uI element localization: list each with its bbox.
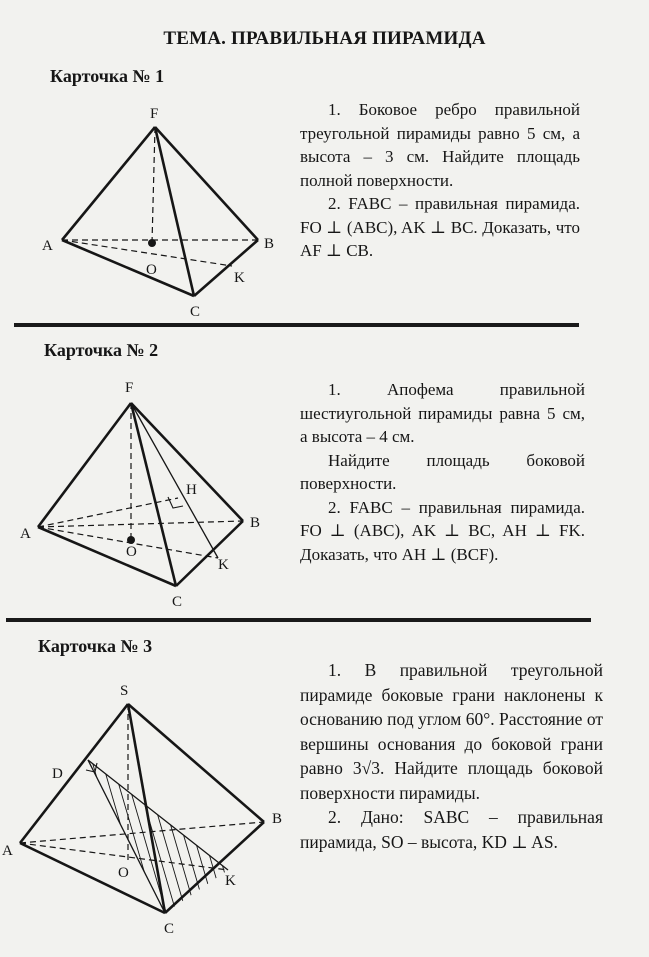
card-2-label-h: H <box>186 482 197 498</box>
card-3-label-o: O <box>118 865 129 881</box>
card-2-label-o: O <box>126 544 137 560</box>
card-3-label-d: D <box>52 766 63 782</box>
card-2-label-k: K <box>218 557 229 573</box>
card-3-text <box>300 658 603 854</box>
card-2-label-f: F <box>125 380 134 396</box>
card-2-label-a: A <box>20 526 31 542</box>
card-1-label-a: A <box>42 238 53 254</box>
page-title: ТЕМА. ПРАВИЛЬНАЯ ПИРАМИДА <box>163 28 486 49</box>
card-3-label-c: C <box>164 921 175 937</box>
card-1-label-k: K <box>234 270 245 286</box>
card-1-problem-2: 2. FABC – правильная пирамида. FO ⊥ (ABC), AK ⊥ BC. Доказать, что AF ⊥ CB. <box>300 194 580 260</box>
card-1-label-c: C <box>190 304 201 320</box>
card-3-title: Карточка № 3 <box>38 636 153 656</box>
card-1-problem-1: 1. Боковое ребро правильной треугольной пирамиды равно 5 см, а высота – 3 см. Найдите площадь полной поверхности. <box>300 100 580 190</box>
card-1-label-o: O <box>146 262 157 278</box>
card-3-label-a: A <box>2 843 13 859</box>
card-1-label-b: B <box>264 236 275 252</box>
card-1-label-f: F <box>150 106 159 122</box>
card-3-label-k: K <box>225 873 236 889</box>
card-1-title: Карточка № 1 <box>50 66 165 86</box>
card-2-label-c: C <box>172 594 183 610</box>
card-2-problem-1: 1. Апофема правильной шестиугольной пирамиды равна 5 см, а высота – 4 см. <box>300 380 585 446</box>
card-3-label-s: S <box>120 683 129 699</box>
card-2-problem-3: 2. FABC – правильная пирамида. FO ⊥ (ABC), AK ⊥ BC, AH ⊥ FK. Доказать, что AH ⊥ (BCF). <box>300 497 585 564</box>
card-2-problem-2: Найдите площадь боковой поверхности. <box>300 450 585 493</box>
card-2-title: Карточка № 2 <box>44 340 159 360</box>
card-3-problem-1: 1. В правильной треугольной пирамиде боковые грани наклонены к основанию под углом 60°. Расстояние от вершины основания до боковой грани равно 3√3. Найдите площадь боковой поверхности пирамиды. <box>300 660 603 803</box>
card-3-problem-2: 2. Дано: SABC – правильная пирамида, SO – высота, KD ⊥ AS. <box>300 807 603 852</box>
card-3-label-b: B <box>272 811 283 827</box>
card-2-label-b: B <box>250 515 261 531</box>
